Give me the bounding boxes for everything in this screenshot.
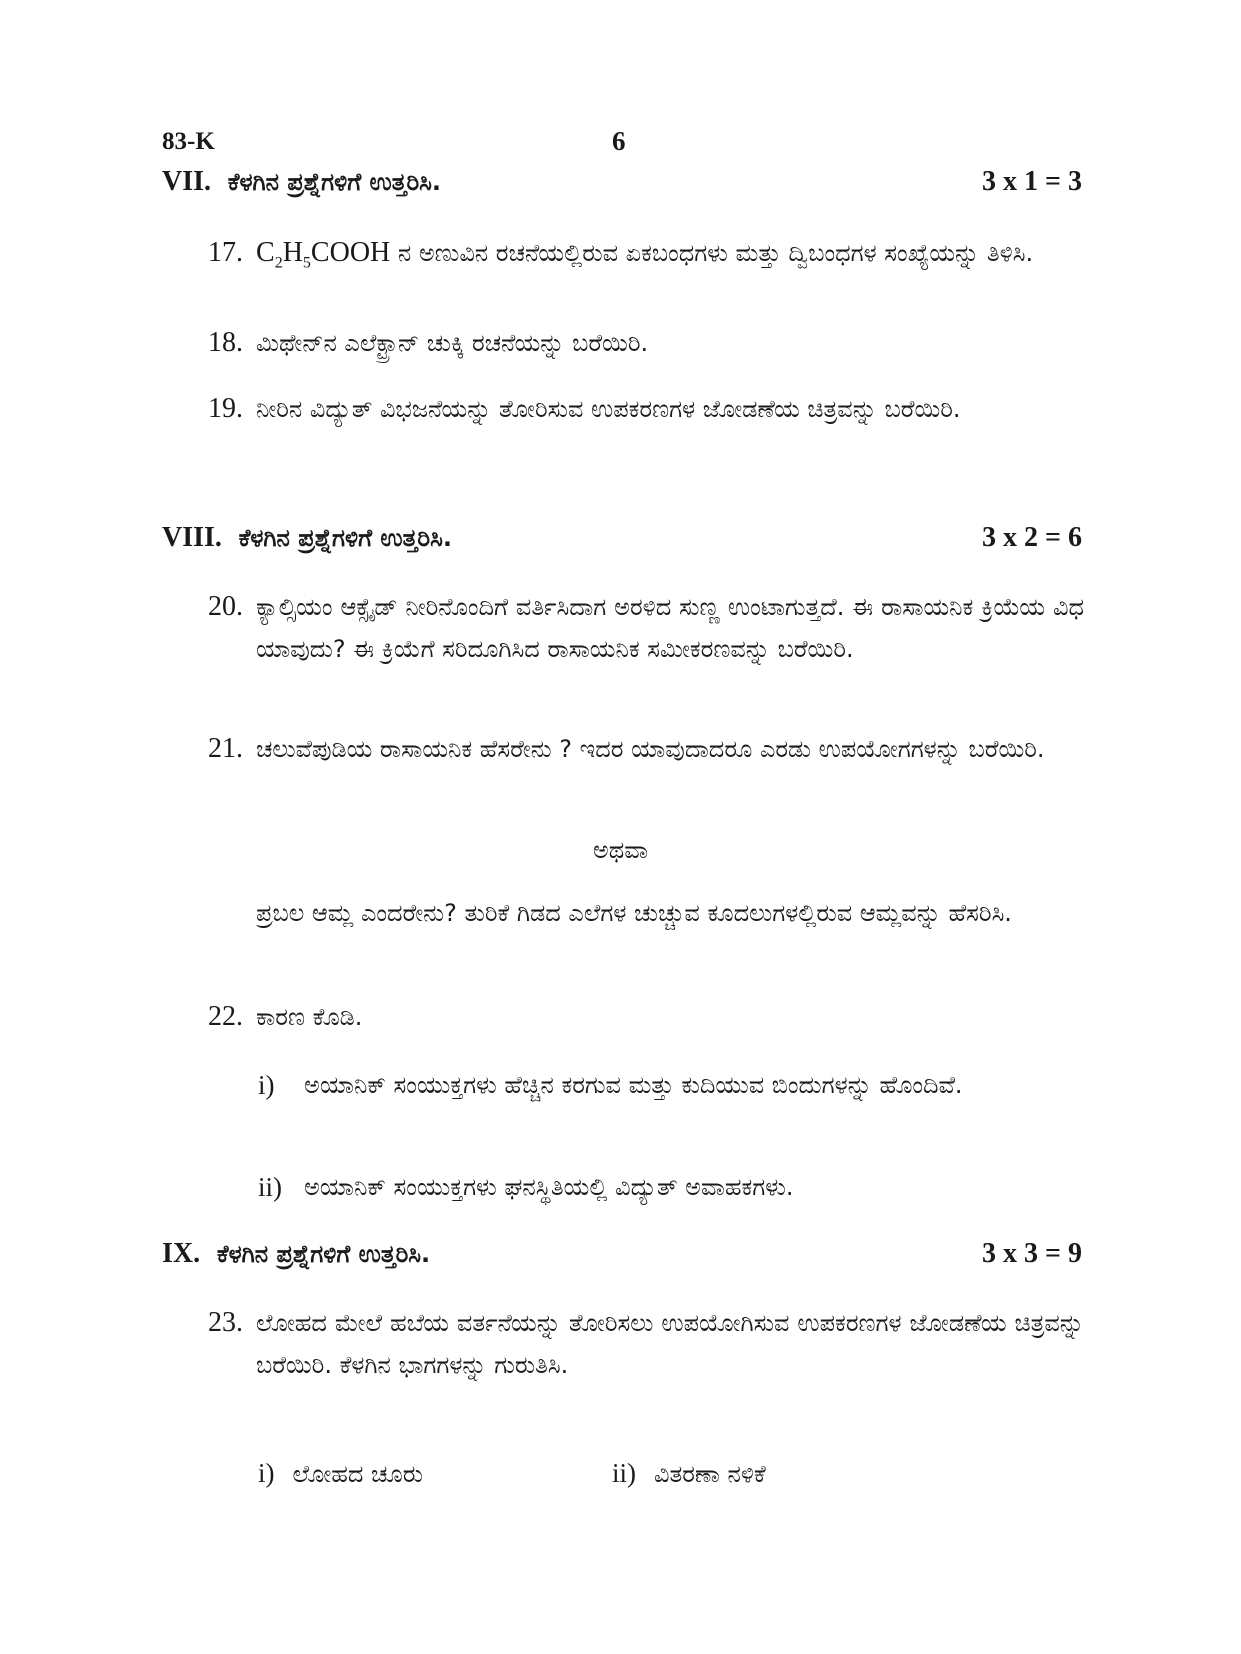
sub-question-ii [258,1166,1084,1208]
question-text: ಮಿಥೇನ್‌ನ ಎಲೆಕ್ಟ್ರಾನ್ ಚುಕ್ಕಿ ರಚನೆಯನ್ನು ಬರೆಯಿರಿ. [256,329,649,357]
question-18 [208,322,1084,364]
section-number: IX. [162,1238,201,1269]
section-marks: 3 x 3 = 9 [982,1238,1082,1269]
question-21 [208,728,1084,770]
question-text: $C_2H_5COOH$ ನ ಅಣುವಿನ ರಚನೆಯಲ್ಲಿರುವ ಏಕಬಂಧಗಳು ಮತ್ತು ದ್ವಿಬಂಧಗಳ ಸಂಖ್ಯೆಯನ್ನು ತಿಳಿಸಿ. [256,237,1034,272]
roman-numeral: ii) [258,1172,282,1202]
question-text: ಕ್ಯಾಲ್ಸಿಯಂ ಆಕ್ಸೈಡ್ ನೀರಿನೊಂದಿಗೆ ವರ್ತಿಸಿದಾಗ ಅರಳಿದ ಸುಣ್ಣ ಉಂಟಾಗುತ್ತದೆ. ಈ ರಾಸಾಯನಿಕ ಕ್ರಿಯೆಯ ವಿಧ ಯಾವುದು? ಈ ಕ್ರಿಯೆಗೆ ಸರಿದೂಗಿಸಿದ ರಾಸಾಯನಿಕ ಸಮೀಕರಣವನ್ನು ಬರೆಯಿರಿ. [256,593,1084,663]
question-number: 21. [208,733,243,764]
section-marks: 3 x 1 = 3 [982,166,1082,197]
roman-numeral: i) [258,1070,275,1100]
question-number: 22. [208,1001,243,1032]
section-title: ಕೆಳಗಿನ ಪ್ರಶ್ನೆಗಳಿಗೆ ಉತ್ತರಿಸಿ. [227,168,442,196]
section-title: ಕೆಳಗಿನ ಪ್ರಶ್ನೆಗಳಿಗೆ ಉತ್ತರಿಸಿ. [238,524,452,552]
section-number: VIII. [162,522,222,553]
section-title: ಕೆಳಗಿನ ಪ್ರಶ್ನೆಗಳಿಗೆ ಉತ್ತರಿಸಿ. [216,1240,431,1268]
section-number: VII. [162,166,212,197]
roman-numeral: ii) [612,1458,636,1488]
question-22 [208,996,1084,1038]
label-parts [258,1458,1084,1500]
question-20 [208,586,1084,670]
roman-numeral: i) [258,1458,275,1488]
question-number: 17. [208,237,243,268]
alternative-question: ಪ್ರಬಲ ಆಮ್ಲ ಎಂದರೇನು? ತುರಿಕೆ ಗಿಡದ ಎಲೆಗಳ ಚುಚ್ಚುವ ಕೂದಲುಗಳಲ್ಲಿರುವ ಆಮ್ಲವನ್ನು ಹೆಸರಿಸಿ. [256,899,1012,927]
question-17 [208,232,1084,285]
question-text: ಕಾರಣ ಕೊಡಿ. [256,1003,363,1031]
sub-question-i [258,1064,1084,1106]
question-text: ನೀರಿನ ವಿದ್ಯುತ್ ವಿಭಜನೆಯನ್ನು ತೋರಿಸುವ ಉಪಕರಣಗಳ ಜೋಡಣೆಯ ಚಿತ್ರವನ್ನು ಬರೆಯಿರಿ. [256,395,961,423]
question-number: 23. [208,1307,243,1338]
part-ii [612,1458,766,1489]
part-text: ಲೋಹದ ಚೂರು [292,1460,424,1488]
question-23 [208,1302,1084,1386]
question-text: ಲೋಹದ ಮೇಲೆ ಹಬೆಯ ವರ್ತನೆಯನ್ನು ತೋರಿಸಲು ಉಪಯೋಗಿಸುವ ಉಪಕರಣಗಳ ಜೋಡಣೆಯ ಚಿತ್ರವನ್ನು ಬರೆಯಿರಿ. ಕೆಳಗಿನ ಭಾಗಗಳನ್ನು ಗುರುತಿಸಿ. [256,1309,1084,1379]
section-heading-viii [162,522,1082,562]
section-heading-vii [162,166,1082,206]
sub-question-text: ಅಯಾನಿಕ್ ಸಂಯುಕ್ತಗಳು ಹೆಚ್ಚಿನ ಕರಗುವ ಮತ್ತು ಕುದಿಯುವ ಬಿಂದುಗಳನ್ನು ಹೊಂದಿವೆ. [304,1071,963,1099]
chemical-formula: $C_2H_5COOH$ [256,237,391,272]
part-i [258,1458,423,1489]
page-number: 6 [612,126,626,156]
question-text: ಚಲುವೆಪುಡಿಯ ರಾಸಾಯನಿಕ ಹೆಸರೇನು ? ಇದರ ಯಾವುದಾದರೂ ಎರಡು ಉಪಯೋಗಗಳನ್ನು ಬರೆಯಿರಿ. [256,735,1045,763]
or-label: ಅಥವಾ [592,836,649,864]
question-number: 18. [208,327,243,358]
sub-question-text: ಅಯಾನಿಕ್ ಸಂಯುಕ್ತಗಳು ಘನಸ್ಥಿತಿಯಲ್ಲಿ ವಿದ್ಯುತ್ ಅವಾಹಕಗಳು. [304,1173,794,1201]
section-marks: 3 x 2 = 6 [982,522,1082,553]
question-number: 20. [208,591,243,622]
section-heading-ix [162,1238,1082,1278]
question-number: 19. [208,393,243,424]
part-text: ವಿತರಣಾ ನಳಿಕೆ [654,1460,766,1488]
paper-code: 83-K [162,128,215,155]
question-19 [208,388,1084,430]
